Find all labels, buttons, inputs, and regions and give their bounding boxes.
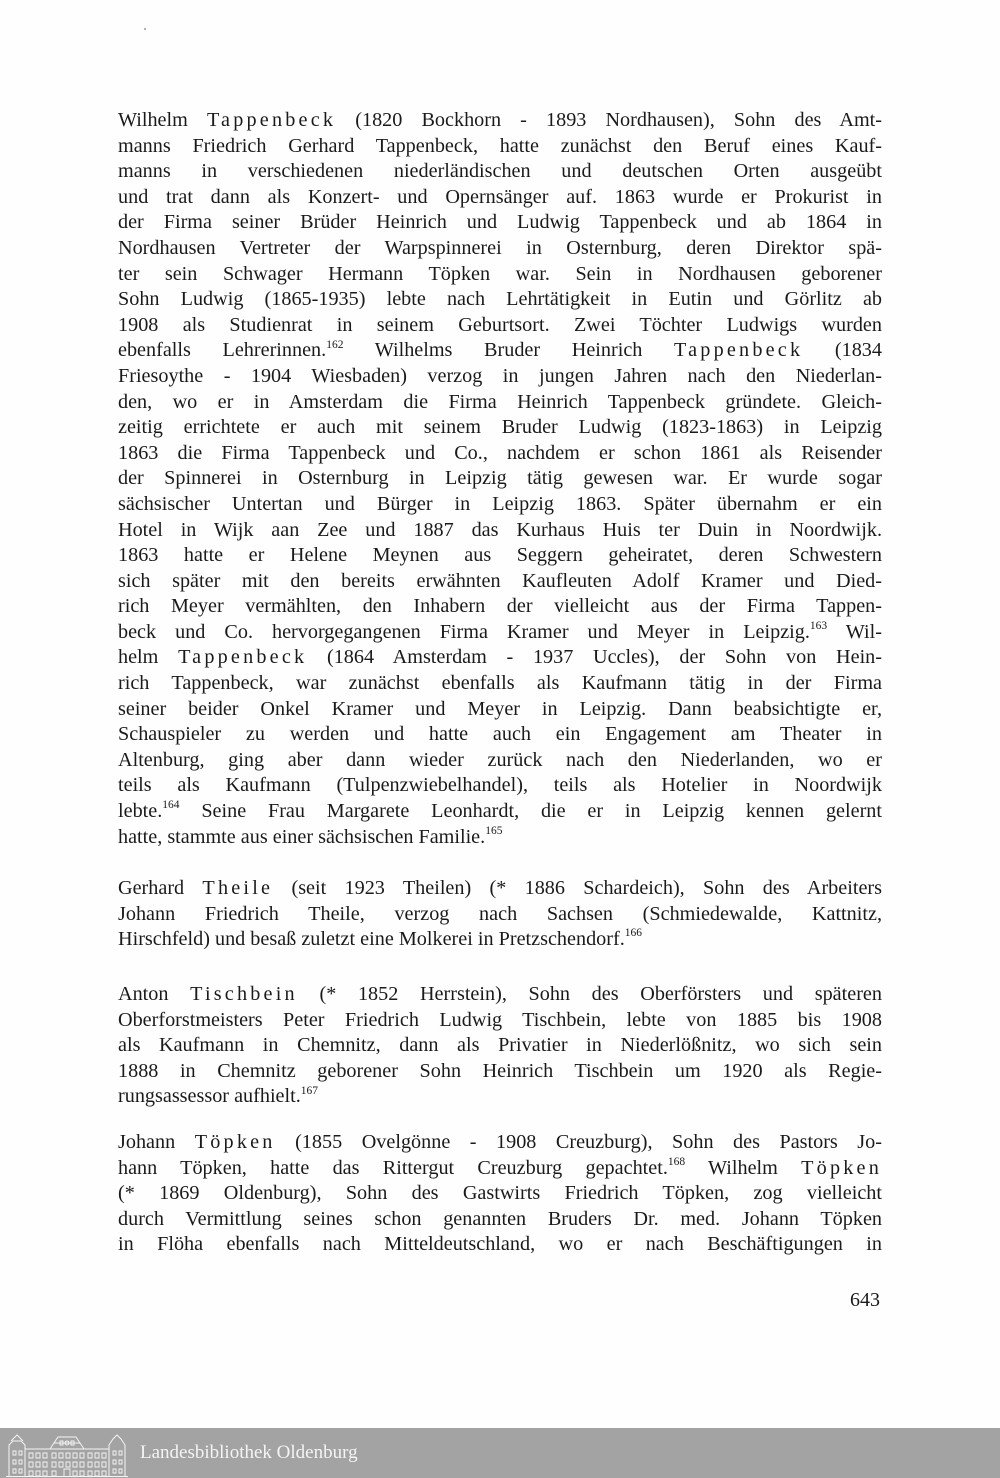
text-line: sich später mit den bereits erwähnten Kaufleuten Adolf Kramer und Died- [118, 569, 882, 592]
library-building-icon [6, 1431, 128, 1477]
text-line: der Firma seiner Brüder Heinrich und Ludwig Tappenbeck und ab 1864 in [118, 211, 882, 234]
footnote-reference: 163 [809, 620, 828, 633]
text-line: der Spinnerei in Osternburg in Leipzig tätig gewesen war. Er wurde sogar [118, 467, 882, 490]
text-line: Gerhard Theile (seit 1923 Theilen) (* 1886 Schardeich), Sohn des Arbeiters [118, 877, 882, 899]
text-line: helm Tappenbeck (1864 Amsterdam - 1937 Uccles), der Sohn von Hein- [118, 646, 882, 669]
text-line: Oberforstmeisters Peter Friedrich Ludwig Tischbein, lebte von 1885 bis 1908 [118, 1008, 882, 1031]
spaced-surname: Tappenbeck [206, 109, 337, 131]
text-line: rich Tappenbeck, war zunächst ebenfalls als Kaufmann tätig in der Firma [118, 672, 882, 695]
text-line: 1888 in Chemnitz geborener Sohn Heinrich Tischbein um 1920 als Regie- [118, 1059, 882, 1082]
text-line: 1863 die Firma Tappenbeck und Co., nachdem er schon 1861 als Reisender [118, 441, 882, 464]
text-line: in Flöha ebenfalls nach Mitteldeutschland, wo er nach Beschäftigungen in [118, 1233, 882, 1256]
text-line: Johann Töpken (1855 Ovelgönne - 1908 Creuzburg), Sohn des Pastors Jo- [118, 1131, 882, 1153]
text-line: Sohn Ludwig (1865-1935) lebte nach Lehrtätigkeit in Eutin und Görlitz ab [118, 288, 882, 311]
text-line: (* 1869 Oldenburg), Sohn des Gastwirts Friedrich Töpken, zog vielleicht [118, 1182, 882, 1205]
text-line: ebenfalls Lehrerinnen.$^{162}$ Wilhelms Bruder Heinrich Tappenbeck (1834 [118, 338, 882, 362]
spaced-surname: Theile [202, 877, 274, 899]
text-line: 1908 als Studienrat in seinem Geburtsort. Zwei Töchter Ludwigs wurden [118, 313, 882, 336]
paragraph-toepken [118, 1130, 882, 1258]
text-line: den, wo er in Amsterdam die Firma Heinrich Tappenbeck gründete. Gleich- [118, 390, 882, 413]
page-number: 643 [850, 1289, 880, 1311]
spaced-surname: Töpken [801, 1156, 882, 1179]
text-line: hann Töpken, hatte das Rittergut Creuzburg gepachtet.$^{168}$ Wilhelm Töpken [118, 1155, 882, 1179]
footnote-reference: 167 [300, 1084, 319, 1097]
text-line: 1863 hatte er Helene Meynen aus Seggern geheiratet, deren Schwestern [118, 544, 882, 567]
footnote-reference: 166 [624, 927, 642, 940]
institution-name: Landesbibliothek Oldenburg [140, 1442, 358, 1463]
footnote-reference: 168 [667, 1155, 686, 1168]
text-line: rich Meyer vermählten, den Inhabern der vielleicht aus der Firma Tappen- [118, 595, 882, 618]
text-line: als Kaufmann in Chemnitz, dann als Privatier in Niederlößnitz, wo sich sein [118, 1034, 882, 1057]
text-line: Schauspieler zu werden und hatte auch ein Engagement am Theater in [118, 723, 882, 746]
text-line: teils als Kaufmann (Tulpenzwiebelhandel), teils als Hotelier in Noordwijk [118, 774, 882, 797]
paragraph-tappenbeck [118, 108, 882, 850]
text-line: Anton Tischbein (* 1852 Herrstein), Sohn des Oberförsters und späteren [118, 983, 882, 1005]
text-line: Hotel in Wijk aan Zee und 1887 das Kurhaus Huis ter Duin in Noordwijk. [118, 518, 882, 541]
scan-speck [144, 28, 146, 30]
text-line: beck und Co. hervorgegangenen Firma Kramer und Meyer in Leipzig.$^{163}$ Wil- [118, 620, 882, 643]
footnote-reference: 165 [485, 824, 503, 837]
text-line: durch Vermittlung seines schon genannten Bruders Dr. med. Johann Töpken [118, 1207, 882, 1230]
footer-bar [0, 1428, 1000, 1478]
footnote-reference: 162 [326, 338, 344, 351]
text-line: hatte, stammte aus einer sächsischen Familie.$^{165}$ [118, 824, 503, 848]
text-line: ter sein Schwager Hermann Töpken war. Sein in Nordhausen geborener [118, 262, 882, 285]
text-line: Altenburg, ging aber dann wieder zurück nach den Niederlanden, wo er [118, 748, 882, 771]
text-line: Johann Friedrich Theile, verzog nach Sachsen (Schmiedewalde, Kattnitz, [118, 902, 882, 925]
text-line: sächsischer Untertan und Bürger in Leipzig 1863. Später übernahm er ein [118, 492, 882, 515]
paragraph-tischbein [118, 982, 882, 1110]
text-line: manns in verschiedenen niederländischen und deutschen Orten ausgeübt [118, 160, 882, 183]
text-line: seiner beider Onkel Kramer und Meyer in Leipzig. Dann beabsichtigte er, [118, 697, 882, 720]
text-line: Wilhelm Tappenbeck (1820 Bockhorn - 1893 Nordhausen), Sohn des Amt- [118, 109, 883, 131]
text-line: Nordhausen Vertreter der Warpspinnerei in Osternburg, deren Direktor spä- [118, 236, 882, 259]
spaced-surname: Tischbein [190, 983, 298, 1005]
spaced-surname: Tappenbeck [674, 339, 804, 362]
paragraph-theile [118, 876, 882, 953]
text-line: manns Friedrich Gerhard Tappenbeck, hatte zunächst den Beruf eines Kauf- [118, 134, 882, 157]
text-line: und trat dann als Konzert- und Opernsänger auf. 1863 wurde er Prokurist in [118, 185, 882, 208]
text-line: Hirschfeld) und besaß zuletzt eine Molkerei in Pretzschendorf.$^{166}$ [118, 927, 642, 951]
spaced-surname: Töpken [194, 1131, 276, 1153]
text-line: lebte.$^{164}$ Seine Frau Margarete Leonhardt, die er in Leipzig kennen gelernt [118, 799, 882, 823]
text-line: rungsassessor aufhielt.$^{167}$ [118, 1084, 319, 1108]
spaced-surname: Tappenbeck [178, 646, 308, 669]
text-line: zeitig errichtete er auch mit seinem Bruder Ludwig (1823-1863) in Leipzig [118, 416, 882, 439]
text-line: Friesoythe - 1904 Wiesbaden) verzog in jungen Jahren nach den Niederlan- [118, 364, 882, 387]
footnote-reference: 164 [162, 799, 180, 812]
